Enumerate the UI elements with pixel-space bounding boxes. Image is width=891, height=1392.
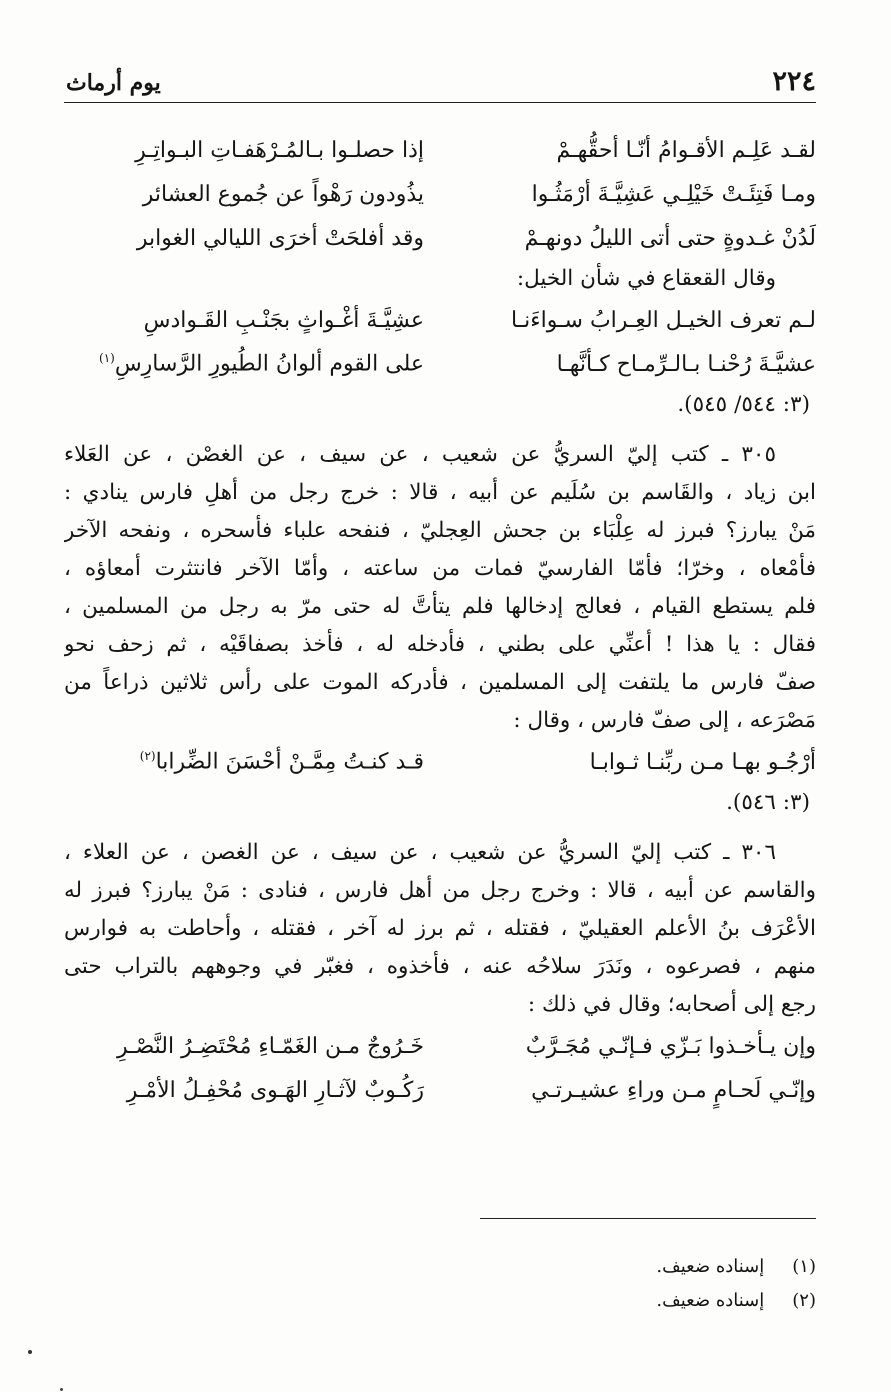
running-title: يوم أرماث [66, 70, 161, 96]
paragraph-line: فأمْعاه ، وخرّا؛ فأمّا الفارسيّ فمات من ساعته ، وأمّا الآخر فانتثرت أمعاؤه ، [64, 556, 816, 581]
scan-speck [28, 1350, 32, 1354]
page-number: ٢٢٤ [772, 66, 816, 97]
verse-line [64, 1024, 816, 1068]
paragraph-line: الأعْرَف بنُ الأعلم العقيليّ ، فقتله ، ثم برز له آخر ، فقتله ، وأحاطت به فوارس [64, 916, 816, 941]
paragraph-line: ٣٠٥ ـ كتب إليّ السريُّ عن شعيب ، عن سيف ، عن الغصْن ، عن العَلاء [64, 442, 776, 467]
verse-line [64, 128, 816, 172]
hemistich-first: لقـد عَلِـم الأقـوامُ أنّـا أحقُّهـمْ [556, 137, 816, 163]
footnote-marker: (١) [99, 351, 115, 366]
hemistich-second [64, 749, 424, 774]
paragraph-line: مَصْرَعه ، إلى صفّ فارس ، وقال : [513, 708, 816, 733]
page-body [64, 128, 816, 1112]
verse-intro: وقال القعقاع في شأن الخيل: [516, 266, 776, 291]
paragraph-line: رجع إلى أصحابه؛ وقال في ذلك : [527, 992, 816, 1017]
page-header [64, 62, 816, 103]
paragraph-line: صفّ فارس ما يلتفت إلى المسلمين ، فأدركه الموت على رأس ثلاثين ذراعاً من [64, 670, 816, 695]
hemistich-text: قـد كنـتُ مِمَّـنْ أحْسَنَ الضِّرابا [155, 749, 424, 775]
paragraph-line: فلم يستطع القيام ، فعالج إدخالها فلم يتأتَّ له حتى مرّ به رجل من المسلمين ، [64, 594, 816, 619]
hemistich-first: وإن يـأخـذوا بَـزّي فـإنّـي مُجَـرَّبٌ [525, 1033, 816, 1059]
hemistich-second: وقد أفلحَتْ أخرَى الليالي الغوابر [136, 225, 424, 251]
hemistich-second: خَـرُوجٌ مـن الغَمّـاءِ مُحْتَضِـرُ النَّصْـرِ [116, 1033, 424, 1059]
hemistich-first: لـم تعرف الخيـل العِـرابُ سـواءَنـا [510, 307, 816, 333]
paragraph-line: مَنْ يبارز؟ فبرز له عِلْبَاء بن جحش العِجليّ ، فنفحه علباء فأسحره ، ونفحه الآخر [64, 518, 816, 543]
hemistich-second: رَكُـوبٌ لآثـارِ الهَـوى مُحْفِـلُ الأمْـرِ [126, 1077, 424, 1103]
verse-line [64, 216, 816, 260]
hemistich-text: على القوم ألوانُ الطُيورِ الرَّسارِسِ [114, 351, 424, 377]
footnote-text: إسناده ضعيف. [656, 1290, 765, 1311]
hemistich-first: أرْجُـو بهـا مـن ربِّنـا ثـوابـا [589, 749, 816, 775]
source-reference: (٣: ٥٤٦). [726, 790, 810, 815]
source-reference: (٣: ٥٤٤/ ٥٤٥). [677, 392, 810, 417]
paragraph-line: والقاسم عن أبيه ، قالا : وخرج رجل من أهل فارس ، فنادى : مَنْ يبارز؟ فبرز له [64, 878, 816, 903]
verse-line [64, 298, 816, 342]
scan-speck [60, 1388, 63, 1391]
hemistich-second: إذا حصلـوا بـالمُـرْهَفـاتِ البـواتِـرِ [135, 137, 424, 163]
paragraph-line: ابن زياد ، والقَاسم بن سُلَيم عن أبيه ، قالا : خرج رجل من أهلِ فارس ينادي : [64, 480, 816, 505]
footnote-text: إسناده ضعيف. [656, 1256, 765, 1277]
footnote-number: (١) [792, 1256, 816, 1277]
hemistich-first: عشيَّـةَ رُحْنـا بـالـرِّمـاح كـأنَّهـا [556, 351, 816, 377]
footnote [396, 1250, 816, 1284]
hemistich-first: ومـا فَتِئَـتْ خَيْلِـي عَشِيَّـةَ أرْمَثُـوا [531, 181, 816, 207]
paragraph-line: ٣٠٦ ـ كتب إليّ السريُّ عن شعيب ، عن سيف ، عن الغصن ، عن العلاء ، [64, 840, 776, 865]
verse-line [64, 172, 816, 216]
paragraph-line: فقال : يا هذا ! أعنِّي على بطني ، فأدخله له ، فأخذ بصفاقَيْه ، ثم زحف نحو [64, 632, 816, 657]
footnote-number: (٢) [792, 1290, 816, 1311]
hemistich-first: وإنّـي لَحـامٍ مـن وراءِ عشيـرتـي [531, 1077, 816, 1103]
verse-line [64, 1068, 816, 1112]
footnotes [396, 1250, 816, 1318]
footnote [396, 1284, 816, 1318]
paragraph-line: منهم ، فصرعوه ، ونَدَرَ سلاحُه عنه ، فأخذوه ، فغبّر في وجوههم بالتراب حتى [64, 954, 816, 979]
hemistich-second: يذُودون رَهْواً عن جُموع العشائر [142, 181, 424, 207]
footnote-marker: (٢) [139, 749, 156, 764]
hemistich-first: لَدُنْ غـدوةٍ حتى أتى الليلُ دونهـمْ [524, 225, 816, 251]
verse-line [64, 342, 816, 386]
hemistich-second: عشِيَّـةَ أغْـواثٍ بجَنْـبِ القَـوادسِ [143, 307, 424, 333]
hemistich-second [64, 351, 424, 376]
verse-line [64, 740, 816, 784]
footnote-divider [480, 1218, 816, 1219]
